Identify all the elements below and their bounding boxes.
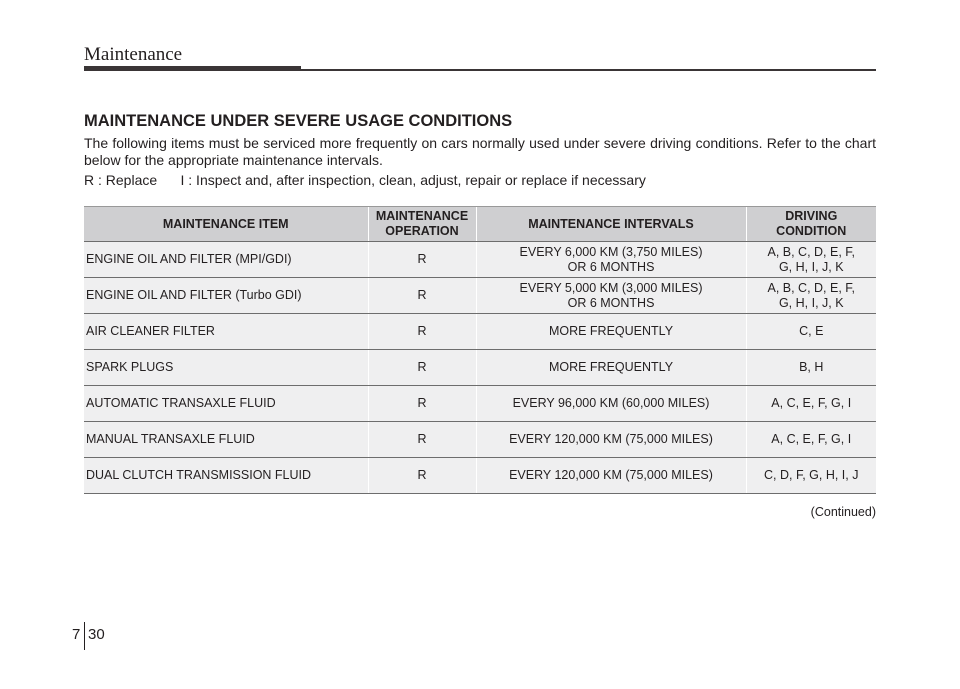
table-row [84,278,876,314]
cell-interval: EVERY 120,000 KM (75,000 MILES) [476,458,746,494]
table-row [84,458,876,494]
condition-line-2: G, H, I, J, K [778,295,844,310]
cell-item: AIR CLEANER FILTER [84,314,368,350]
cell-operation: R [368,350,476,386]
cell-item: ENGINE OIL AND FILTER (Turbo GDI) [84,278,368,314]
interval-line-2: OR 6 MONTHS [567,259,655,274]
table-row [84,422,876,458]
cell-interval: EVERY 120,000 KM (75,000 MILES) [476,422,746,458]
chapter-number: 7 [72,626,81,643]
cell-item: AUTOMATIC TRANSAXLE FLUID [84,386,368,422]
table-row [84,242,876,278]
cell-condition: B, H [746,350,876,386]
cell-interval: MORE FREQUENTLY [476,350,746,386]
interval-line-2: OR 6 MONTHS [567,295,655,310]
table-row [84,314,876,350]
cell-interval: EVERY 96,000 KM (60,000 MILES) [476,386,746,422]
header-title: Maintenance [84,44,183,65]
cell-item: ENGINE OIL AND FILTER (MPI/GDI) [84,242,368,278]
continued-note: (Continued) [810,505,876,519]
legend [84,172,646,188]
header-maintenance-operation: MAINTENANCE OPERATION [368,207,476,242]
condition-line-2: G, H, I, J, K [778,259,844,274]
header-driving-condition: DRIVING CONDITION [746,207,876,242]
cell-interval: MORE FREQUENTLY [476,314,746,350]
cell-item: MANUAL TRANSAXLE FLUID [84,422,368,458]
cell-item: SPARK PLUGS [84,350,368,386]
cell-operation: R [368,386,476,422]
condition-line-1: A, B, C, D, E, F, [767,280,856,295]
cell-interval [476,278,746,314]
legend-replace: R : Replace [84,172,158,188]
cell-condition [746,242,876,278]
cell-condition: C, D, F, G, H, I, J [746,458,876,494]
cell-condition: A, C, E, F, G, I [746,422,876,458]
cell-operation: R [368,422,476,458]
cell-item: DUAL CLUTCH TRANSMISSION FLUID [84,458,368,494]
intro-paragraph: The following items must be serviced more frequently on cars normally used under severe driving conditions. Refer to the chart below for the appropriate maintenance intervals. [84,135,876,168]
legend-inspect: I : Inspect and, after inspection, clean, adjust, repair or replace if necessary [180,172,646,188]
interval-line-1: EVERY 5,000 KM (3,000 MILES) [519,280,703,295]
cell-operation: R [368,314,476,350]
section-title: MAINTENANCE UNDER SEVERE USAGE CONDITIONS [84,112,513,130]
cell-operation: R [368,242,476,278]
maintenance-table [84,206,876,494]
cell-operation: R [368,278,476,314]
header-maintenance-intervals: MAINTENANCE INTERVALS [476,207,746,242]
cell-interval [476,242,746,278]
table-header-row [84,207,876,242]
header-rule-thick [84,66,301,71]
table-row [84,350,876,386]
condition-line-1: A, B, C, D, E, F, [767,244,856,259]
page-number: 30 [88,626,105,643]
header-rule-thin [301,69,876,71]
cell-condition: C, E [746,314,876,350]
header-maintenance-item: MAINTENANCE ITEM [84,207,368,242]
interval-line-1: EVERY 6,000 KM (3,750 MILES) [519,244,703,259]
cell-operation: R [368,458,476,494]
cell-condition [746,278,876,314]
page-number-separator [84,622,85,650]
cell-condition: A, C, E, F, G, I [746,386,876,422]
table-row [84,386,876,422]
